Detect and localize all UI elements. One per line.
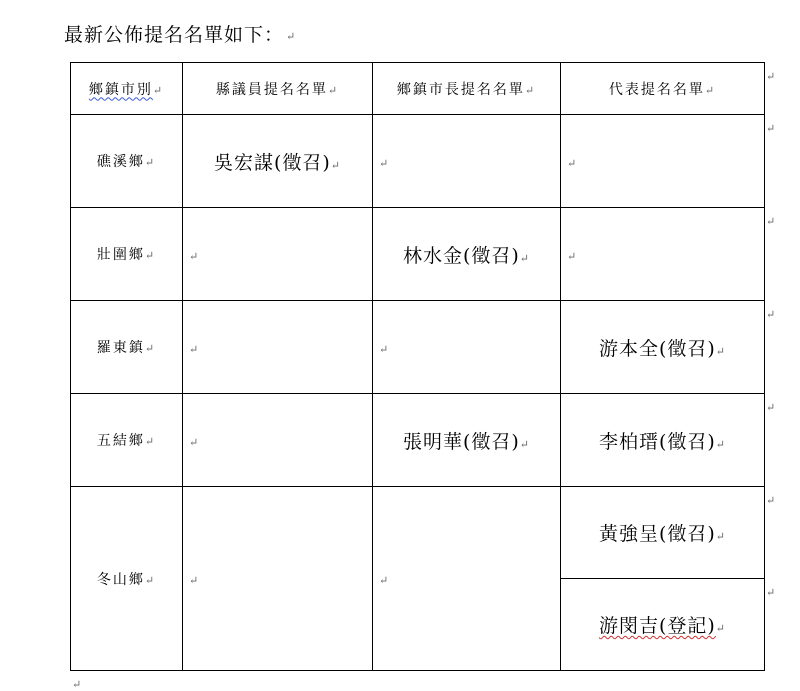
nomination-table	[70, 62, 765, 671]
row-end-mark-icon: ↵	[766, 70, 776, 83]
council-cell: ↵	[183, 394, 373, 487]
town-cell: 壯圍鄉↵	[71, 208, 183, 301]
row-end-mark-icon: ↵	[766, 494, 776, 507]
rep-cell: 黃強呈(徵召)↵	[561, 487, 765, 579]
row-end-mark-icon: ↵	[766, 586, 776, 599]
rep-cell: 游閔吉(登記)↵	[561, 579, 765, 671]
town-cell: 羅東鎮↵	[71, 301, 183, 394]
mayor-cell: ↵	[373, 115, 561, 208]
council-cell: ↵	[183, 208, 373, 301]
header-rep: 代表提名名單↵	[561, 63, 765, 115]
table-header-row	[71, 63, 765, 115]
rep-cell: ↵	[561, 208, 765, 301]
town-cell: 礁溪鄉↵	[71, 115, 183, 208]
mayor-cell: ↵	[373, 301, 561, 394]
rep-cell: ↵	[561, 115, 765, 208]
council-cell: ↵	[183, 487, 373, 671]
rep-cell: 游本全(徵召)↵	[561, 301, 765, 394]
mayor-cell: 林水金(徵召)↵	[373, 208, 561, 301]
town-cell: 五結鄉↵	[71, 394, 183, 487]
table-row	[71, 301, 765, 394]
paragraph-mark-icon: ↵	[286, 29, 297, 43]
paragraph-mark-icon: ↵	[72, 678, 82, 691]
header-mayor: 鄉鎮市長提名名單↵	[373, 63, 561, 115]
council-cell: ↵	[183, 301, 373, 394]
table-row	[71, 487, 765, 579]
table-row	[71, 115, 765, 208]
row-end-mark-icon: ↵	[766, 401, 776, 414]
heading-text: 最新公佈提名名單如下：	[64, 24, 285, 46]
row-end-mark-icon: ↵	[766, 308, 776, 321]
header-council: 縣議員提名名單↵	[183, 63, 373, 115]
row-end-mark-icon: ↵	[766, 122, 776, 135]
header-town: 鄉鎮市別↵	[71, 63, 183, 115]
council-cell: 吳宏謀(徵召)↵	[183, 115, 373, 208]
mayor-cell: ↵	[373, 487, 561, 671]
town-cell: 冬山鄉↵	[71, 487, 183, 671]
rep-cell: 李柏瑨(徵召)↵	[561, 394, 765, 487]
table-row	[71, 394, 765, 487]
table-row	[71, 208, 765, 301]
document-heading	[64, 20, 296, 47]
row-end-mark-icon: ↵	[766, 215, 776, 228]
mayor-cell: 張明華(徵召)↵	[373, 394, 561, 487]
